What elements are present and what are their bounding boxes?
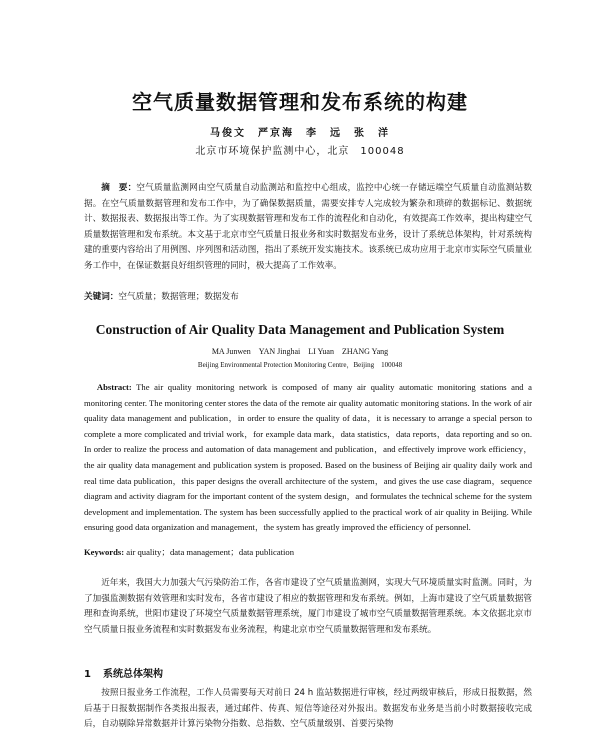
- keywords-zh-text: 空气质量；数据管理；数据发布: [118, 292, 239, 302]
- section-title: 系统总体架构: [102, 669, 163, 680]
- abstract-zh-label: 摘 要：: [101, 183, 137, 193]
- section-paragraph: 按照日报业务工作流程，工作人员需要每天对前日 24 h 监站数据进行审核，经过两级审核后，形成日报数据，然后基于日报数据制作各类报出报表，通过邮件、传真、短信等途径对外报出。数据发布业务是当前小时数据接收完成后，自动剔除异常数据并计算污染物分指数、总指数、空气质量级别、首要污染物: [84, 688, 532, 729]
- paper-title-en: Construction of Air Quality Data Management and Publication System: [95, 322, 505, 337]
- abstract-en-text: The air quality monitoring network is composed of many air quality automatic monitoring stations and a monitoring center. The monitoring center stores the data of the remote air quality automatic monitoring stations. In the work of air quality data management and publication，in order to ensure the quality of data，it is necessary to arrange a special person to complete a more complicated and trivial work，for example data mark，data statistics，data reports，data reporting and so on. In order to realize the process and automation of data management and publication，and effectively improve work efficiency，the air quality data management and publication system is proposed. Based on the business of Beijing air quality daily work and real time data publication，this paper designs the overall architecture of the system，and gives the use case diagram，sequence diagram and activity diagram for the important content of the system design，and formulates the technical scheme for the system development and implementation. The system has been successfully applied to the practical work of air quality in Beijing. While ensuring good data organization and management，the system has greatly improved the efficiency of personnel.: [84, 382, 532, 533]
- section-number: 1: [84, 669, 91, 680]
- affiliation-en: Beijing Environmental Protection Monitoring Centre，Beijing 100048: [197, 361, 403, 369]
- keywords-en-text: air quality；data management；data publication: [126, 547, 295, 557]
- section-heading: [84, 665, 163, 680]
- keywords-zh: [84, 290, 532, 306]
- authors-en: MA Junwen YAN Jinghai LI Yuan ZHANG Yang: [211, 347, 389, 356]
- abstract-zh: [84, 181, 532, 274]
- affiliation-zh: 北京市环境保护监测中心，北京 100048: [195, 146, 405, 157]
- abstract-en-label: Abstract:: [96, 382, 132, 392]
- authors-zh: 马俊文 严京海 李 远 张 洋: [210, 128, 390, 139]
- keywords-en: [84, 545, 532, 561]
- abstract-en: [84, 380, 532, 536]
- keywords-zh-label: 关键词：: [84, 292, 119, 302]
- paper-title-zh: 空气质量数据管理和发布系统的构建: [132, 90, 468, 114]
- abstract-zh-text: 空气质量监测网由空气质量自动监测站和监控中心组成，监控中心统一存储远端空气质量自动监测站数据。在空气质量数据管理和发布工作中，为了确保数据质量，需要安排专人完成较为繁杂和琐碎的数据标记、数据统计、数据报表、数据报出等工作。为了实现数据管理和发布工作的流程化和自动化，有效提高工作效率，提出构建空气质量数据管理和发布系统。本文基于北京市空气质量日报业务和实时数据发布业务，设计了系统总体架构，针对系统构建的重要内容给出了用例图、序列图和活动图，指出了系统开发实施技术。该系统已成功应用于北京市实际空气质量业务工作中，在保证数据良好组织管理的同时，极大提高了工作效率。: [84, 183, 532, 271]
- intro-paragraph: 近年来，我国大力加强大气污染防治工作，各省市建设了空气质量监测网，实现大气环境质量实时监测。同时，为了加强监测数据有效管理和实时发布，各省市建设了相应的数据管理和发布系统。例如，上海市建设了空气质量数据管理和查询系统，世阳市建设了环境空气质量数据管理系统，厦门市建设了城市空气质量数据管理系统。本文依据北京市空气质量日报业务流程和实时数据发布业务流程，构建北京市空气质量数据管理和发布系统。: [84, 578, 532, 635]
- keywords-en-label: Keywords:: [84, 547, 125, 557]
